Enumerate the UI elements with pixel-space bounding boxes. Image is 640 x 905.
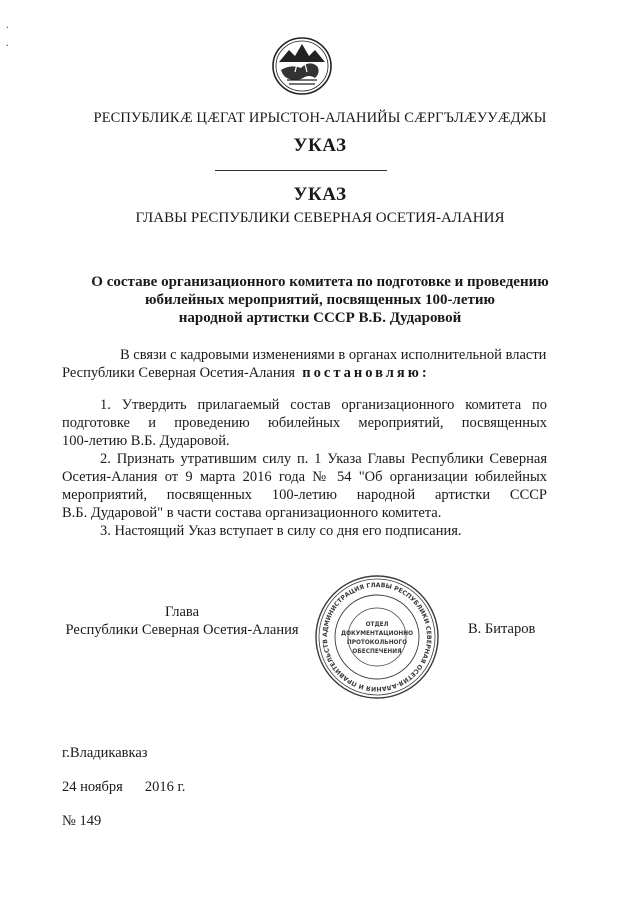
stamp-inner-line: ОБЕСПЕЧЕНИЯ <box>352 649 402 655</box>
item-line: 3. Настоящий Указ вступает в силу со дня его подписания. <box>100 523 462 539</box>
official-stamp <box>314 574 440 700</box>
city: г.Владикавказ <box>62 745 148 761</box>
ukaz-heading-ossetian: УКАЗ <box>293 135 347 156</box>
decree-date-year: 2016 г. <box>144 779 186 795</box>
head-subtitle: ГЛАВЫ РЕСПУБЛИКИ СЕВЕРНАЯ ОСЕТИЯ-АЛАНИЯ <box>135 210 505 226</box>
stamp-inner-line: ОТДЕЛ <box>365 622 389 628</box>
decree-date-day-month: 24 ноября <box>62 779 123 795</box>
stamp-inner-line: ПРОТОКОЛЬНОГО <box>346 640 408 646</box>
title-line: юбилейных мероприятий, посвященных 100-летию <box>145 292 495 308</box>
stamp-inner-line: ДОКУМЕНТАЦИОННО <box>340 631 414 637</box>
margin-mark: . <box>6 38 9 49</box>
ukaz-heading: УКАЗ <box>293 184 347 205</box>
signatory-title-line: Республики Северная Осетия-Алания <box>65 622 299 638</box>
title-line: народной артистки СССР В.Б. Дударовой <box>178 310 462 326</box>
item-line: мероприятий, посвященных 100-летию народной артистки СССР <box>62 487 547 503</box>
stamp-outer-text: АДМИНИСТРАЦИЯ ГЛАВЫ РЕСПУБЛИКИ СЕВЕРНАЯ ОСЕТИЯ-АЛАНИЯ И ПРАВИТЕЛЬСТВ <box>321 581 433 693</box>
decree-item-1 <box>62 396 547 450</box>
preamble-line: В связи с кадровыми изменениями в органах исполнительной власти <box>120 347 547 363</box>
signatory-title <box>62 603 302 639</box>
decree-number: № 149 <box>62 813 102 829</box>
coat-of-arms-emblem-icon <box>271 36 333 96</box>
item-line: В.Б. Дударовой" в части состава организационного комитета. <box>62 505 442 521</box>
signatory-title-line: Глава <box>164 604 200 620</box>
decree-date <box>62 779 185 796</box>
item-line: Осетия-Алания от 9 марта 2016 года № 54 "Об организации юбилейных <box>62 469 547 485</box>
preamble-line <box>62 364 547 382</box>
item-line: 1. Утвердить прилагаемый состав организационного комитета по <box>100 397 547 413</box>
item-line: 2. Признать утратившим силу п. 1 Указа Главы Республики Северная <box>100 451 547 467</box>
header-divider <box>215 170 387 171</box>
document-title <box>0 273 640 327</box>
item-line: подготовке и проведению юбилейных мероприятий, посвященных <box>62 415 547 431</box>
item-line: 100-летию В.Б. Дударовой. <box>62 433 230 449</box>
preamble-region: Республики Северная Осетия-Алания <box>62 365 296 381</box>
decree-verb: постановляю: <box>302 365 430 381</box>
signatory-name: В. Битаров <box>468 621 536 637</box>
title-line: О составе организационного комитета по подготовке и проведению <box>91 274 549 290</box>
preamble <box>62 346 547 382</box>
ossetian-header: РЕСПУБЛИКӔ ЦӔГАТ ИРЫСТОН-АЛАНИЙЫ СӔРГЪЛӔУУӔДЖЫ <box>93 110 547 126</box>
decree-item-2 <box>62 450 547 522</box>
margin-mark: . <box>6 20 9 31</box>
decree-item-3 <box>62 522 547 540</box>
